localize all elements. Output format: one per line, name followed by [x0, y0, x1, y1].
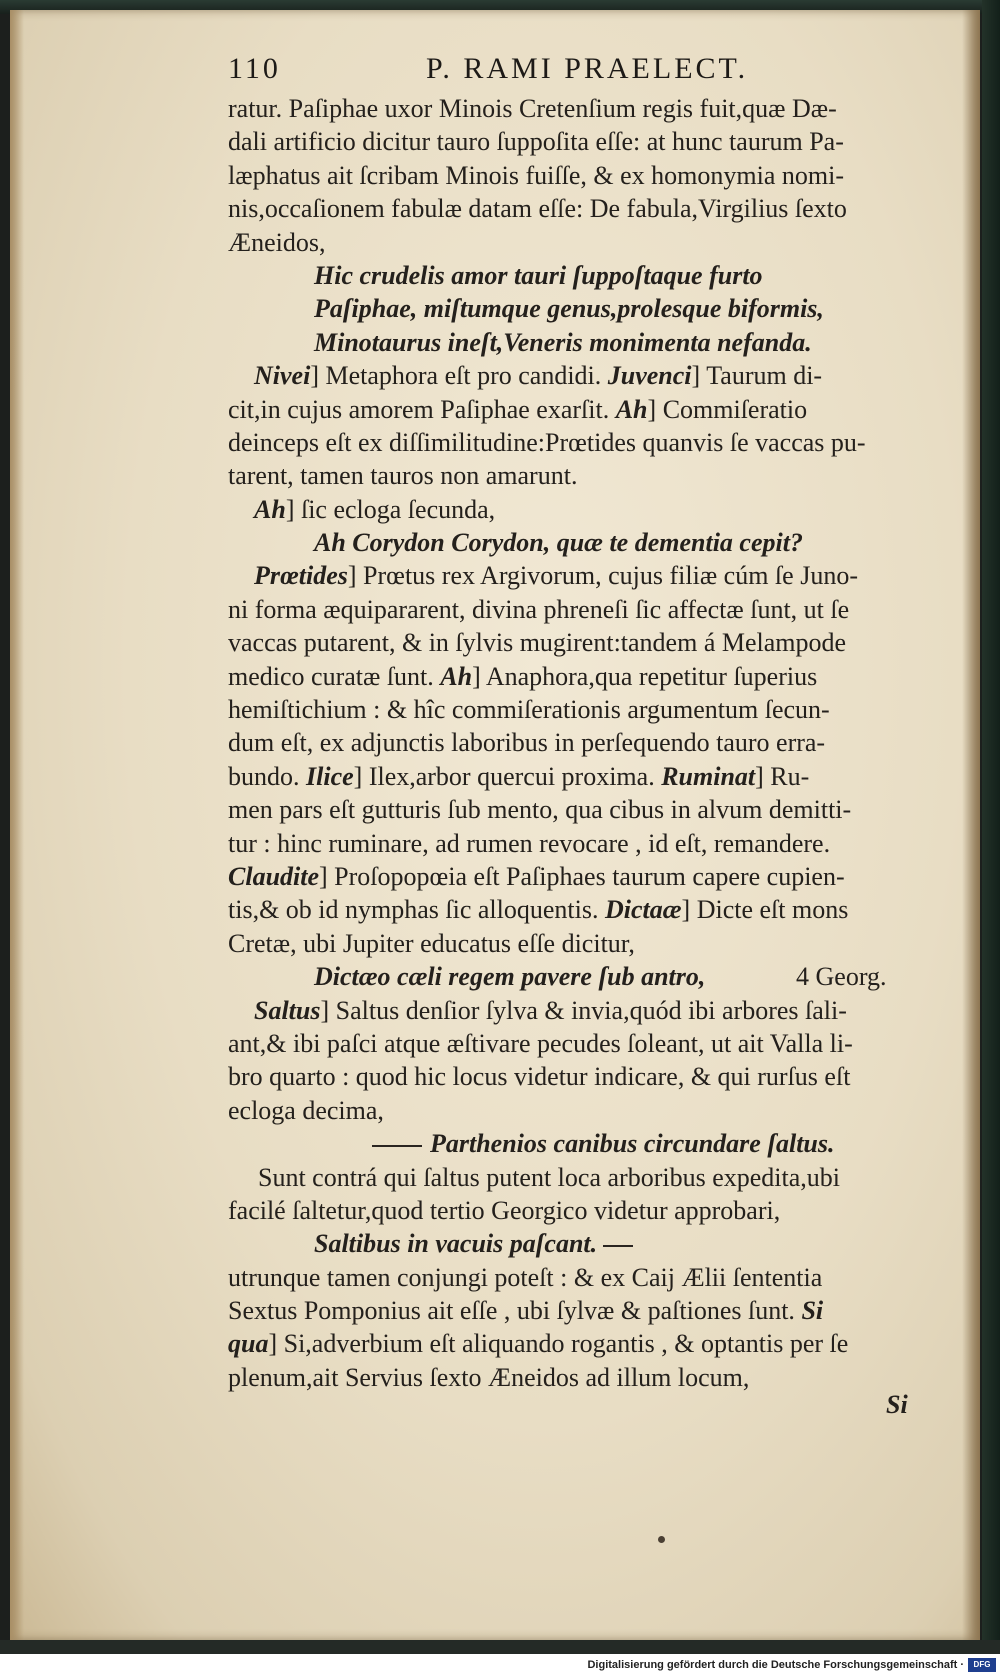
text-line	[228, 493, 918, 526]
text-line	[228, 1194, 918, 1227]
text-segment: vaccas putarent, & in ſylvis mugirent:tandem á Melampode	[228, 628, 847, 658]
text-line	[228, 860, 918, 893]
text-segment: ] Anaphora,qua repetitur ſuperius	[472, 661, 818, 691]
lemma: Claudite	[228, 861, 320, 891]
text-line	[228, 1094, 918, 1127]
text-segment: tur : hinc ruminare, ad rumen revocare , id eſt, remandere.	[228, 828, 831, 858]
lemma: Nivei	[254, 361, 311, 391]
text-segment: læphatus ait ſcribam Minois fuiſſe, & ex homonymia nomi-	[228, 160, 844, 190]
text-line	[228, 960, 918, 993]
text-segment: Minotaurus ineſt,Veneris monimenta nefanda.	[314, 327, 812, 357]
lemma: Juvenci	[607, 361, 692, 391]
text-segment: ] Dicte eſt mons	[681, 895, 849, 925]
text-segment: ] Taurum di-	[691, 361, 823, 391]
text-segment: plenum,ait Servius ſexto Æneidos ad illum locum,	[228, 1362, 750, 1392]
text-segment: hemiſtichium : & hîc commiſerationis argumentum ſecun-	[228, 695, 830, 725]
text-line	[228, 827, 918, 860]
footer-credit: Digitalisierung gefördert durch die Deutsche Forschungsgemeinschaft ·	[587, 1659, 964, 1671]
text-segment: Ah Corydon Corydon, quæ te dementia cepit?	[314, 528, 803, 558]
text-segment: nis,occaſionem fabulæ datam eſſe: De fabula,Virgilius ſexto	[228, 194, 847, 224]
text-segment: medico curatæ ſunt.	[228, 661, 441, 691]
text-segment: ] Prœtus rex Argivorum, cujus filiæ cúm ſe Juno-	[347, 561, 858, 591]
text-line	[228, 125, 918, 158]
text-line	[228, 226, 918, 259]
trailing-dash	[603, 1245, 633, 1247]
text-line	[228, 526, 918, 559]
text-line	[228, 726, 918, 759]
em-dash	[372, 1145, 422, 1147]
lemma: Ruminat	[661, 761, 756, 791]
text-line	[228, 92, 918, 125]
lemma: Dictaæ	[604, 895, 682, 925]
text-line	[228, 1227, 918, 1260]
text-line	[228, 626, 918, 659]
text-line	[228, 1327, 918, 1360]
ink-spot	[658, 1536, 665, 1543]
text-line	[228, 593, 918, 626]
text-line	[228, 259, 918, 292]
text-segment: Sunt contrá qui ſaltus putent loca arboribus expedita,ubi	[258, 1162, 840, 1192]
text-segment: ] Commiſeratio	[647, 394, 808, 424]
text-line	[228, 1261, 918, 1294]
text-segment: men pars eſt gutturis ſub mento, qua cibus in alvum demitti-	[228, 795, 852, 825]
folio-number: 110	[228, 52, 281, 85]
text-line	[228, 359, 918, 392]
text-segment: ratur. Paſiphae uxor Minois Cretenſium regis fuit,quæ Dæ-	[228, 94, 837, 123]
text-segment: cit,in cujus amorem Paſiphae exarſit.	[228, 394, 616, 424]
text-line	[228, 459, 918, 492]
text-line	[228, 893, 918, 926]
lemma: Saltus	[254, 995, 321, 1025]
digitization-footer	[0, 1654, 1000, 1676]
lemma: Ah	[440, 661, 473, 691]
text-line	[228, 660, 918, 693]
text-segment: tarent, tamen tauros non amarunt.	[228, 461, 578, 491]
text-line	[228, 326, 918, 359]
text-segment: ] Ru-	[755, 761, 810, 791]
text-line	[228, 1127, 918, 1160]
text-segment: Dictæo cæli regem pavere ſub antro,	[314, 962, 706, 992]
main-text-block	[228, 92, 918, 1394]
page-edge-shadow	[962, 10, 980, 1640]
text-segment: ] Metaphora eſt pro candidi.	[310, 361, 608, 391]
text-segment: Sextus Pomponius ait eſſe , ubi ſylvæ & paſtiones ſunt.	[228, 1296, 802, 1326]
text-segment: dum eſt, ex adjunctis laboribus in perſequendo tauro erra-	[228, 728, 826, 758]
lemma: Ilice	[306, 761, 354, 791]
text-segment: ] Saltus denſior ſylva & invia,quód ibi arbores ſali-	[320, 995, 847, 1025]
text-segment: deinceps eſt ex diſſimilitudine:Prœtides quanvis ſe vaccas pu-	[228, 427, 866, 457]
text-line	[228, 693, 918, 726]
text-line	[228, 426, 918, 459]
text-segment: facilé ſaltetur,quod tertio Georgico videtur approbari,	[228, 1195, 781, 1225]
text-line	[228, 927, 918, 960]
text-line	[228, 1361, 918, 1394]
dfg-logo: DFG	[968, 1658, 996, 1672]
lemma: Ah	[615, 394, 648, 424]
text-segment: Paſiphae, miſtumque genus,prolesque biformis,	[314, 294, 824, 324]
page-header	[228, 52, 788, 92]
text-segment: ecloga decima,	[228, 1095, 384, 1125]
text-line	[228, 760, 918, 793]
text-segment: ] ſic ecloga ſecunda,	[285, 494, 496, 524]
text-segment: Hic crudelis amor tauri ſuppoſtaque furto	[314, 260, 763, 290]
text-segment: Cretæ, ubi Jupiter educatus eſſe dicitur,	[228, 928, 635, 958]
reference-note: 4 Georg.	[796, 962, 887, 992]
text-segment: Parthenios canibus circundare ſaltus.	[430, 1129, 835, 1159]
text-segment: ] Si,adverbium eſt aliquando rogantis , & optantis per ſe	[268, 1329, 849, 1359]
text-line	[228, 994, 918, 1027]
text-segment: ] Ilex,arbor quercui proxima.	[353, 761, 662, 791]
text-segment: tis,& ob id nymphas ſic alloquentis.	[228, 895, 605, 925]
text-segment: ni forma æquipararent, divina phreneſi ſic affectæ ſunt, ut ſe	[228, 594, 850, 624]
text-line	[228, 1027, 918, 1060]
text-line	[228, 1294, 918, 1327]
text-line	[228, 192, 918, 225]
text-line	[228, 393, 918, 426]
text-segment: dali artificio dicitur tauro ſuppoſita eſſe: at hunc taurum Pa-	[228, 127, 844, 157]
lemma: Ah	[254, 494, 286, 524]
lemma: Prœtides	[254, 561, 348, 591]
text-segment: bundo.	[228, 761, 306, 791]
text-line	[228, 1060, 918, 1093]
text-line	[228, 292, 918, 325]
running-title: P. RAMI PRAELECT.	[426, 52, 749, 85]
scanner-board-right	[982, 0, 1000, 1676]
lemma: qua	[228, 1329, 269, 1359]
text-line	[228, 559, 918, 592]
page-gutter-shadow	[10, 10, 24, 1640]
text-segment: Æneidos,	[228, 227, 326, 257]
text-segment: ant,& ibi paſci atque æſtivare pecudes ſoleant, ut ait Valla li-	[228, 1028, 853, 1058]
text-segment: Saltibus in vacuis paſcant.	[314, 1229, 598, 1259]
text-line	[228, 793, 918, 826]
text-line	[228, 1161, 918, 1194]
text-segment: utrunque tamen conjungi poteſt : & ex Caij Ælii ſententia	[228, 1262, 823, 1292]
catchword: Si	[886, 1390, 908, 1419]
lemma: Si	[801, 1296, 824, 1326]
text-segment: ] Proſopopœia eſt Paſiphaes taurum capere cupien-	[319, 861, 845, 891]
text-segment: bro quarto : quod hic locus videtur indicare, & qui rurſus eſt	[228, 1062, 851, 1092]
text-line	[228, 159, 918, 192]
